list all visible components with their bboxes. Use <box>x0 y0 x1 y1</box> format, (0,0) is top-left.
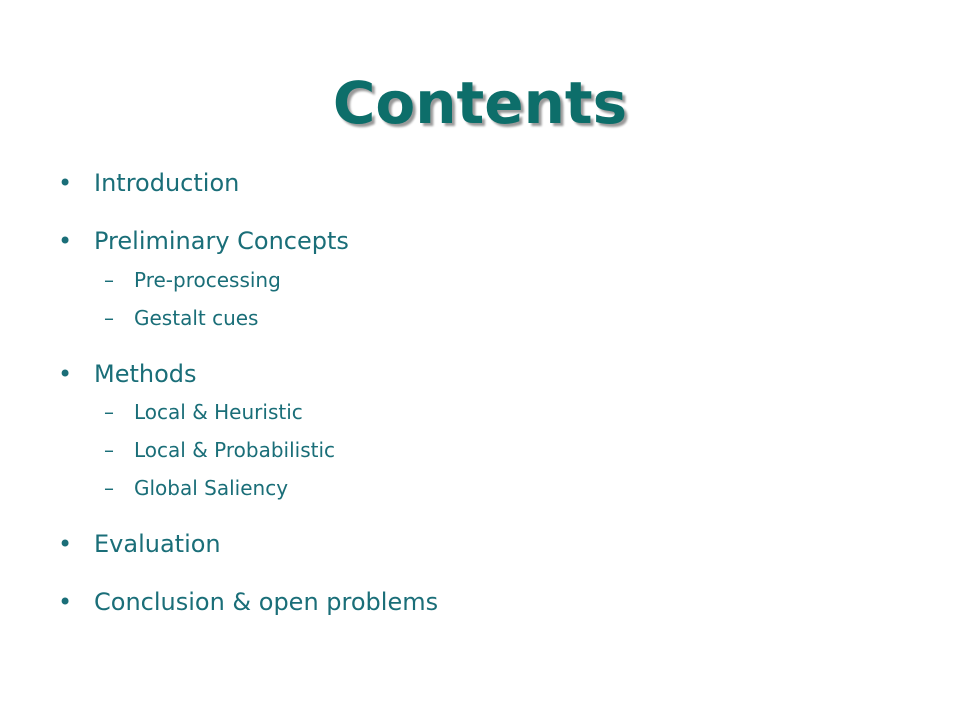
outline-item-label: Methods <box>94 360 197 388</box>
outline-subitem-label: Local & Probabilistic <box>134 438 336 462</box>
outline-subitem-label: Global Saliency <box>134 476 289 500</box>
bullet-marker: • <box>58 360 73 388</box>
dash-marker: – <box>104 438 114 462</box>
bullet-marker: • <box>58 227 73 255</box>
dash-marker: – <box>104 268 114 292</box>
dash-marker: – <box>104 476 114 500</box>
outline-item-preliminary-concepts <box>58 226 349 256</box>
outline-subitem-label: Pre-processing <box>134 268 281 292</box>
slide-title: Contents <box>332 69 628 137</box>
bullet-marker: • <box>58 588 73 616</box>
outline-item-methods <box>58 359 197 389</box>
bullet-marker: • <box>58 169 73 197</box>
outline-item-label: Conclusion & open problems <box>94 588 439 616</box>
outline-subitem-local-heuristic <box>104 399 303 425</box>
outline-item-introduction <box>58 168 239 198</box>
dash-marker: – <box>104 400 114 424</box>
outline-item-label: Preliminary Concepts <box>94 227 349 255</box>
bullet-marker: • <box>58 530 73 558</box>
outline-subitem-pre-processing <box>104 267 281 293</box>
outline-subitem-label: Local & Heuristic <box>134 400 303 424</box>
outline-item-label: Introduction <box>94 169 240 197</box>
outline-subitem-label: Gestalt cues <box>134 306 259 330</box>
outline-subitem-local-probabilistic <box>104 437 335 463</box>
outline-item-conclusion <box>58 587 438 617</box>
outline-subitem-gestalt-cues <box>104 305 258 331</box>
dash-marker: – <box>104 306 114 330</box>
outline-subitem-global-saliency <box>104 475 288 501</box>
outline-item-label: Evaluation <box>94 530 221 558</box>
outline-item-evaluation <box>58 529 221 559</box>
